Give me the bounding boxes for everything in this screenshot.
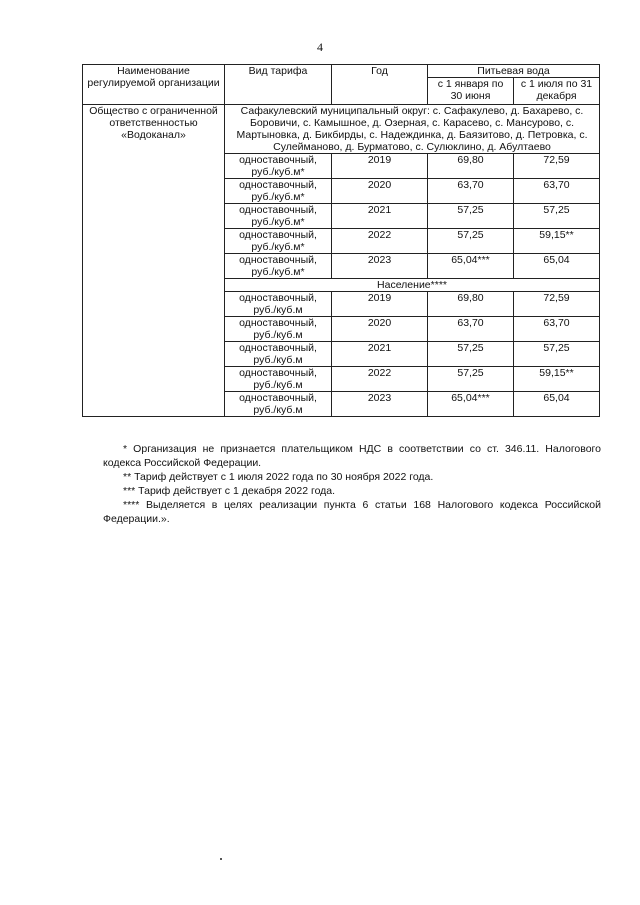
value-period1: 69,80 <box>428 292 514 317</box>
year: 2019 <box>332 292 428 317</box>
tariff-type: одноставочный, руб./куб.м* <box>225 154 332 179</box>
tariff-type: одноставочный, руб./куб.м* <box>225 204 332 229</box>
value-period2: 72,59 <box>514 154 600 179</box>
footnote-population: **** Выделяется в целях реализации пункта 6 статьи 168 Налогового кодекса Российской Федерации.». <box>103 499 601 525</box>
value-period1: 63,70 <box>428 179 514 204</box>
tariff-table <box>82 64 600 417</box>
footnote-tariff-july: ** Тариф действует с 1 июля 2022 года по 30 ноября 2022 года. <box>123 471 434 483</box>
year: 2023 <box>332 254 428 279</box>
tariff-type: одноставочный, руб./куб.м <box>225 317 332 342</box>
value-period2: 65,04 <box>514 392 600 417</box>
year: 2021 <box>332 204 428 229</box>
year: 2023 <box>332 392 428 417</box>
footnote-tariff-december: *** Тариф действует с 1 декабря 2022 года. <box>123 485 336 497</box>
header-tariff-type: Вид тарифа <box>225 65 332 105</box>
year: 2019 <box>332 154 428 179</box>
value-period1: 65,04*** <box>428 254 514 279</box>
footnotes <box>103 442 601 526</box>
region-row <box>83 105 600 154</box>
value-period2: 57,25 <box>514 342 600 367</box>
value-period2: 63,70 <box>514 179 600 204</box>
footnote-vat: * Организация не признается плательщиком НДС в соответствии со ст. 346.11. Налогового кодекса Российской Федерации. <box>103 443 601 469</box>
header-period2: с 1 июля по 31 декабря <box>514 78 600 105</box>
population-label: Население**** <box>225 279 600 292</box>
page-number: 4 <box>317 40 323 54</box>
year: 2021 <box>332 342 428 367</box>
header-year: Год <box>332 65 428 105</box>
header-organization: Наименование регулируемой организации <box>83 65 225 105</box>
year: 2020 <box>332 317 428 342</box>
region-description: Сафакулевский муниципальный округ: с. Сафакулево, д. Бахарево, с. Боровичи, с. Камышное, д. Озерная, с. Карасево, с. Мансурово, с. Мартыновка, д. Бикбирды, с. Надеждинка, д. Баязитово, д. Петровка, с. Сулейманово, д. Бурматово, с. Сулюклино, д. Абултаево <box>225 105 600 154</box>
organization-name: Общество с ограниченной ответственностью «Водоканал» <box>83 105 225 417</box>
tariff-type: одноставочный, руб./куб.м* <box>225 179 332 204</box>
value-period2: 59,15** <box>514 367 600 392</box>
tariff-type: одноставочный, руб./куб.м* <box>225 254 332 279</box>
tariff-type: одноставочный, руб./куб.м <box>225 392 332 417</box>
value-period1: 57,25 <box>428 229 514 254</box>
value-period1: 57,25 <box>428 342 514 367</box>
tariff-type: одноставочный, руб./куб.м* <box>225 229 332 254</box>
year: 2020 <box>332 179 428 204</box>
year: 2022 <box>332 367 428 392</box>
value-period1: 57,25 <box>428 204 514 229</box>
value-period1: 69,80 <box>428 154 514 179</box>
value-period2: 63,70 <box>514 317 600 342</box>
year: 2022 <box>332 229 428 254</box>
tariff-type: одноставочный, руб./куб.м <box>225 367 332 392</box>
value-period1: 63,70 <box>428 317 514 342</box>
header-water: Питьевая вода <box>428 65 600 78</box>
value-period2: 72,59 <box>514 292 600 317</box>
table-header-row <box>83 65 600 78</box>
value-period1: 57,25 <box>428 367 514 392</box>
value-period2: 65,04 <box>514 254 600 279</box>
tariff-type: одноставочный, руб./куб.м <box>225 292 332 317</box>
scan-dot <box>220 858 222 860</box>
value-period2: 57,25 <box>514 204 600 229</box>
header-period1: с 1 января по 30 июня <box>428 78 514 105</box>
value-period1: 65,04*** <box>428 392 514 417</box>
value-period2: 59,15** <box>514 229 600 254</box>
tariff-type: одноставочный, руб./куб.м <box>225 342 332 367</box>
